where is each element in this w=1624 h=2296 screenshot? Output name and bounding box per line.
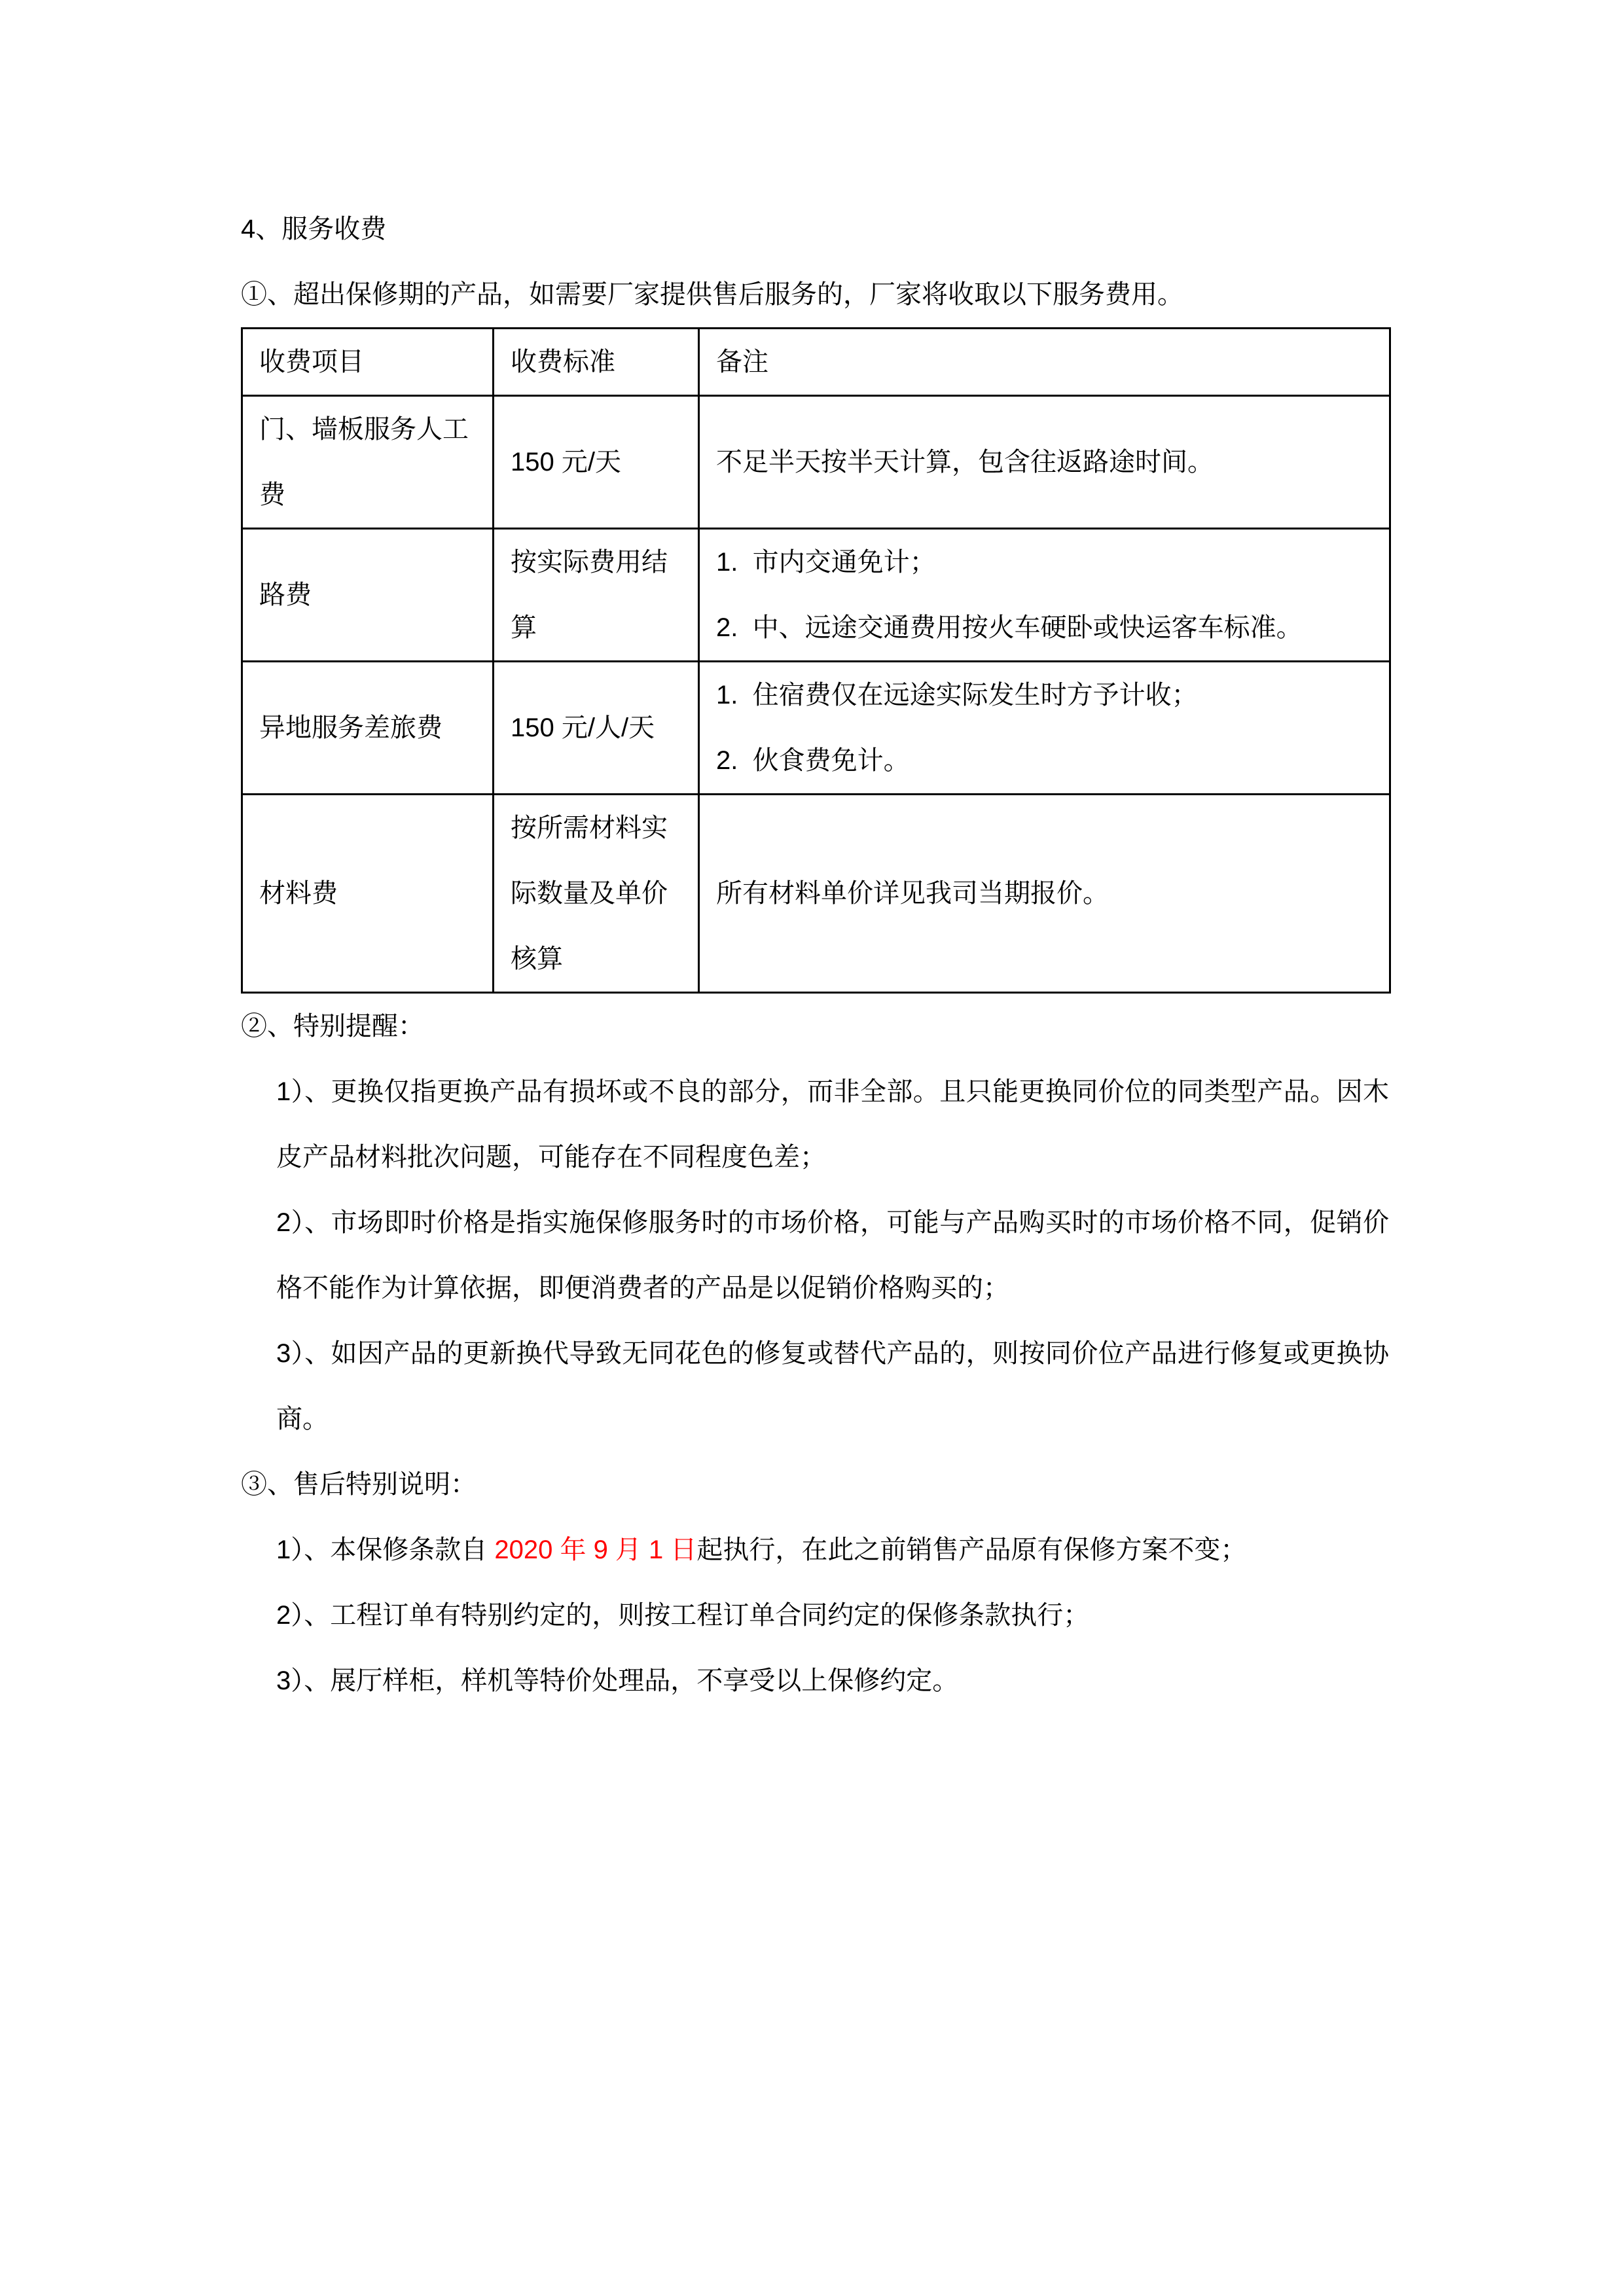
fee-item-cell: 材料费 <box>242 795 494 993</box>
aftersale-heading: ③、售后特别说明： <box>241 1470 477 1499</box>
table-row <box>242 795 1390 993</box>
fee-remark-cell <box>699 662 1390 795</box>
reminder-item-1: 1）、更换仅指更换产品有损坏或不良的部分，而非全部。且只能更换同价位的同类型产品。因木皮产品材料批次问题，可能存在不同程度色差； <box>276 1077 1389 1172</box>
reminder-heading: ②、特别提醒： <box>241 1012 424 1041</box>
table-row <box>242 396 1390 529</box>
reminder-item-3: 3）、如因产品的更新换代导致无同花色的修复或替代产品的，则按同价位产品进行修复或更换协商。 <box>276 1339 1389 1433</box>
fee-standard-cell: 150 元/天 <box>494 396 699 529</box>
table-header-standard: 收费标准 <box>494 329 699 396</box>
fee-remark-cell <box>699 529 1390 662</box>
aftersale-item-1 <box>276 1517 1389 1583</box>
document-content <box>241 196 1389 1713</box>
fee-item-cell: 异地服务差旅费 <box>242 662 494 795</box>
remark-line: 2. 伙食费免计。 <box>716 746 910 775</box>
remark-line: 所有材料单价详见我司当期报价。 <box>716 879 1109 908</box>
fee-standard-cell: 150 元/人/天 <box>494 662 699 795</box>
reminder-item-2: 2）、市场即时价格是指实施保修服务时的市场价格，可能与产品购买时的市场价格不同，促销价格不能作为计算依据，即便消费者的产品是以促销价格购买的； <box>276 1208 1389 1302</box>
fee-remark-cell <box>699 795 1390 993</box>
aftersale-item-3: 3）、展厅样柜，样机等特价处理品，不享受以上保修约定。 <box>276 1666 959 1695</box>
aftersale-item-1-prefix: 1）、本保修条款自 <box>276 1535 495 1564</box>
fee-standard-cell: 按实际费用结算 <box>494 529 699 662</box>
aftersale-item-1-suffix: 起执行，在此之前销售产品原有保修方案不变； <box>696 1535 1247 1564</box>
fee-remark-cell <box>699 396 1390 529</box>
section-heading: 4、服务收费 <box>241 215 387 243</box>
aftersale-item-2: 2）、工程订单有特别约定的，则按工程订单合同约定的保修条款执行； <box>276 1601 1090 1630</box>
fee-standard-cell: 按所需材料实际数量及单价核算 <box>494 795 699 993</box>
fee-item-cell: 门、墙板服务人工费 <box>242 396 494 529</box>
remark-line: 不足半天按半天计算，包含往返路途时间。 <box>716 448 1214 476</box>
intro-paragraph: ①、超出保修期的产品，如需要厂家提供售后服务的，厂家将收取以下服务费用。 <box>241 280 1183 309</box>
remark-line: 1. 市内交通免计； <box>716 548 936 577</box>
table-row <box>242 529 1390 662</box>
table-header-item: 收费项目 <box>242 329 494 396</box>
effective-date-red-text: 2020 年 9 月 1 日 <box>494 1535 697 1564</box>
table-row <box>242 662 1390 795</box>
remark-line: 1. 住宿费仅在远途实际发生时方予计收； <box>716 681 1198 709</box>
remark-line: 2. 中、远途交通费用按火车硬卧或快运客车标准。 <box>716 613 1303 642</box>
table-header-row <box>242 329 1390 396</box>
fee-table <box>241 327 1391 994</box>
fee-item-cell: 路费 <box>242 529 494 662</box>
table-header-remark: 备注 <box>699 329 1390 396</box>
